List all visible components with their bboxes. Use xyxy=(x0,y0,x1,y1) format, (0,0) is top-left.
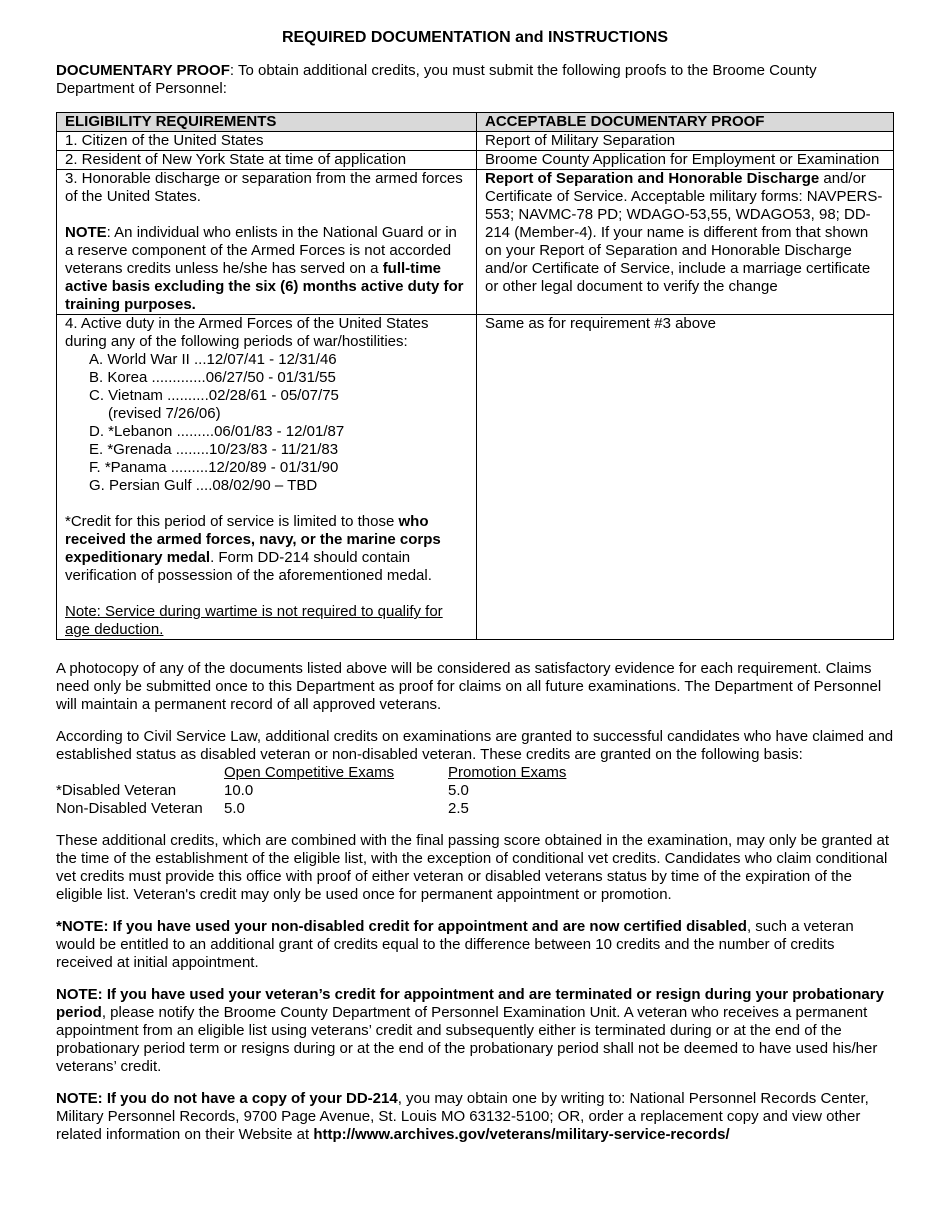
credit-limitation-note xyxy=(65,513,468,585)
header-proof: ACCEPTABLE DOCUMENTARY PROOF xyxy=(477,113,894,132)
table-row xyxy=(57,132,894,151)
credits-table xyxy=(56,764,566,818)
photocopy-paragraph: A photocopy of any of the documents listed above will be considered as satisfactory evidence for each requirement. Claims need only be submitted once to this Department as proof for claims on all future examinations. The Department of Personnel will maintain a permanent record of all approved veterans. xyxy=(56,660,882,713)
period-item: A. World War II ...12/07/41 - 12/31/46 xyxy=(89,351,337,368)
credit-text: *Credit for this period of service is limited to those xyxy=(65,513,399,530)
note-text: , please notify the Broome County Department of Personnel Examination Unit. A veteran who receives a permanent appointment from an eligible list using veterans’ credit and subsequently either is terminated during or at the end of the probationary period term or resigns during or at the end of the probationary period shall not be deemed to have used his/her veterans’ credit. xyxy=(56,1004,878,1075)
proof-emphasis: Report of Separation and Honorable Discharge xyxy=(485,170,820,187)
requirement-text: 4. Active duty in the Armed Forces of the United States during any of the following periods of war/hostilities: xyxy=(65,315,429,350)
requirement-cell xyxy=(57,170,477,315)
promotion-credit: 2.5 xyxy=(448,800,469,817)
credit-text-end: . Form DD-214 should contain verification of possession of the aforementioned medal. xyxy=(65,549,432,584)
note-text: , you may obtain one by writing to: National Personnel Records Center, Military Personnel Records, 9700 Page Avenue, St. Louis MO 63132-5100; OR, order a replacement copy and view other related information on their Website at xyxy=(56,1090,869,1143)
header-eligibility: ELIGIBILITY REQUIREMENTS xyxy=(57,113,477,132)
intro-text: : To obtain additional credits, you must submit the following proofs to the Broome County Department of Personnel: xyxy=(56,62,817,97)
probation-note xyxy=(56,986,894,1076)
period-item: G. Persian Gulf ....08/02/90 – TBD xyxy=(89,477,318,494)
requirement-text: 3. Honorable discharge or separation from the armed forces of the United States. xyxy=(65,170,463,205)
period-item: D. *Lebanon .........06/01/83 - 12/01/87 xyxy=(89,423,345,440)
table-row xyxy=(57,170,894,315)
open-competitive-credit: 5.0 xyxy=(224,800,245,817)
proof-cell: Report of Military Separation xyxy=(477,132,894,151)
note-text: : An individual who enlists in the National Guard or in a reserve component of the Armed Forces is not accorded veterans credits unless he/she has served on a xyxy=(65,224,457,277)
requirements-table xyxy=(56,112,894,640)
intro-paragraph xyxy=(56,62,894,98)
credit-emphasis: who received the armed forces, navy, or the marine corps expeditionary medal xyxy=(65,513,441,566)
veteran-type: Non-Disabled Veteran xyxy=(56,800,203,817)
note-label: NOTE: If you do not have a copy of your DD-214 xyxy=(56,1090,398,1107)
note-label: NOTE xyxy=(65,224,107,241)
header-promotion: Promotion Exams xyxy=(448,764,567,781)
requirement-cell xyxy=(57,315,477,640)
note-label: NOTE: If you have used your veteran’s credit for appointment and are terminated or resign during your probationary period xyxy=(56,986,884,1021)
table-row xyxy=(57,315,894,640)
note-text: , such a veteran would be entitled to an additional grant of credits equal to the difference between 10 credits and the number of credits received at initial appointment. xyxy=(56,918,854,971)
open-competitive-credit: 10.0 xyxy=(224,782,254,799)
table-row xyxy=(57,151,894,170)
dd214-note xyxy=(56,1090,894,1144)
requirement-cell: 1. Citizen of the United States xyxy=(57,132,477,151)
requirement-cell: 2. Resident of New York State at time of application xyxy=(57,151,477,170)
table-header-row xyxy=(57,113,894,132)
note-emphasis: full-time active basis excluding the six (6) months active duty for training purposes. xyxy=(65,260,464,313)
period-item: B. Korea .............06/27/50 - 01/31/55 xyxy=(89,369,336,386)
credits-row xyxy=(56,800,566,818)
document-page xyxy=(56,28,894,1158)
archives-link[interactable]: http://www.archives.gov/veterans/military-service-records/ xyxy=(313,1126,730,1143)
credits-row xyxy=(56,782,566,800)
credits-header-row xyxy=(56,764,566,782)
proof-text: and/or Certificate of Service. Acceptable military forms: NAVPERS-553; NAVMC-78 PD; WDAGO-53,55, WDAGO53, 98; DD-214 (Member-4). If your name is different from that shown on your Report of Separation and Honorable Discharge and/or Certificate of Service, include a marriage certificate or other legal document to verify the change xyxy=(485,170,883,295)
period-item: E. *Grenada ........10/23/83 - 11/21/83 xyxy=(89,441,339,458)
national-guard-note xyxy=(65,224,468,314)
promotion-credit: 5.0 xyxy=(448,782,469,799)
proof-cell: Broome County Application for Employment or Examination xyxy=(477,151,894,170)
civil-service-paragraph: According to Civil Service Law, additional credits on examinations are granted to successful candidates who have claimed and established status as disabled veteran or non-disabled veteran. These credits are granted on the following basis: xyxy=(56,728,894,763)
age-deduction-note: Note: Service during wartime is not required to qualify for age deduction. xyxy=(65,603,443,638)
proof-cell xyxy=(477,170,894,315)
disabled-note xyxy=(56,918,894,972)
credits-header-blank xyxy=(56,764,224,782)
period-item: F. *Panama .........12/20/89 - 01/31/90 xyxy=(89,459,339,476)
period-item-note: (revised 7/26/06) xyxy=(108,405,221,422)
proof-cell: Same as for requirement #3 above xyxy=(477,315,894,640)
page-title: REQUIRED DOCUMENTATION and INSTRUCTIONS xyxy=(281,29,669,46)
period-item: C. Vietnam ..........02/28/61 - 05/07/75 xyxy=(89,387,339,404)
veteran-type: *Disabled Veteran xyxy=(56,782,177,799)
header-open-competitive: Open Competitive Exams xyxy=(224,764,395,781)
additional-credits-paragraph: These additional credits, which are combined with the final passing score obtained in the examination, may only be granted at the time of the establishment of the eligible list, with the exception of conditional vet credits. Candidates who claim conditional vet credits must provide this office with proof of either veteran or disabled veterans status by time of the expiration of the eligible list. Veteran's credit may only be used once for permanent appointment or promotion. xyxy=(56,832,889,903)
intro-label: DOCUMENTARY PROOF xyxy=(56,62,230,79)
note-label: *NOTE: If you have used your non-disabled credit for appointment and are now certified disabled xyxy=(56,918,747,935)
